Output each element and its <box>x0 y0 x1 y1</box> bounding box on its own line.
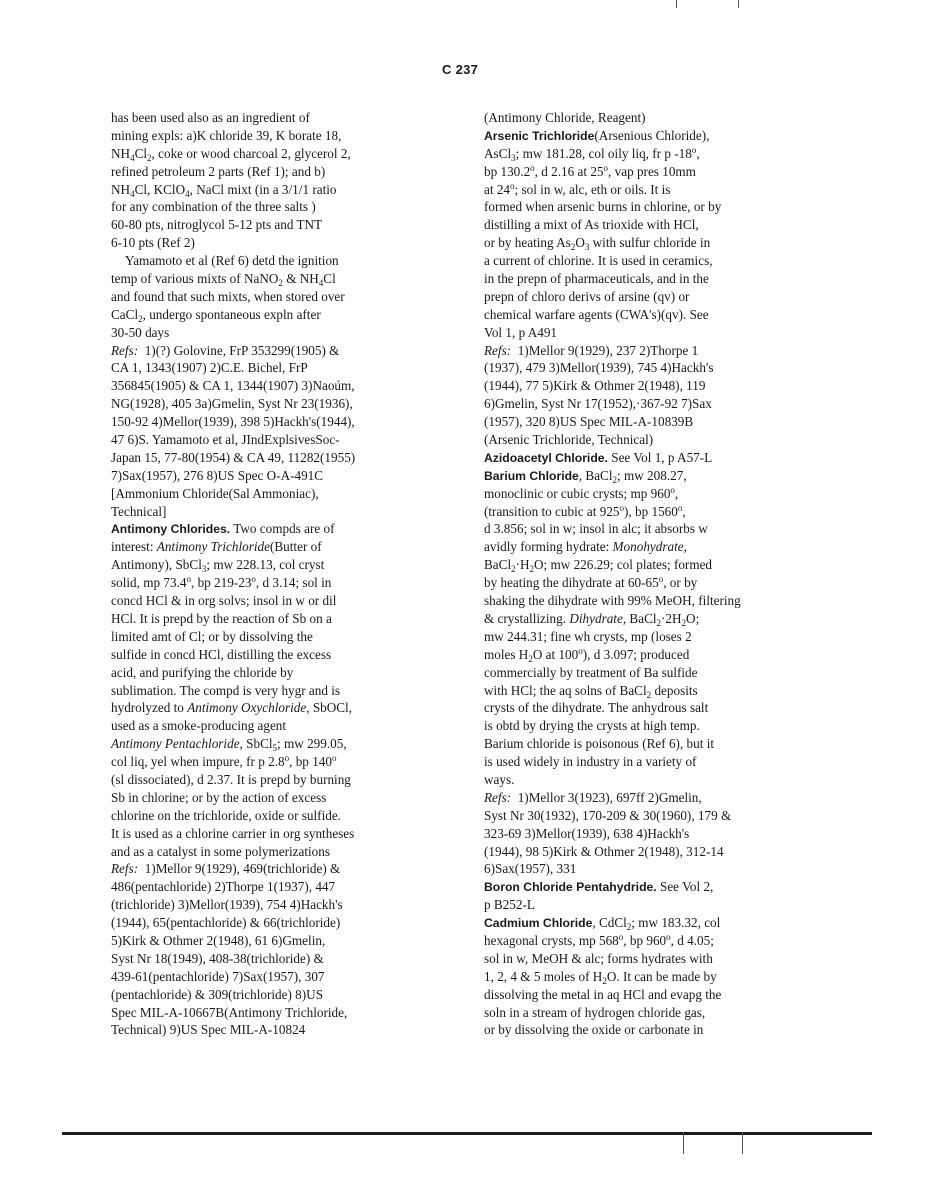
text-line: Cadmium Chloride, CdCl$_2$; mw 183.32, col <box>484 915 721 933</box>
text-line: (trichloride) 3)Mellor(1939), 754 4)Hackh's <box>111 897 343 913</box>
text-line: concd HCl & in org solvs; insol in w or dil <box>111 593 337 609</box>
text-line: prepn of chloro derivs of arsine (qv) or <box>484 288 690 304</box>
text-line <box>111 520 436 538</box>
footer-tick <box>742 1132 743 1154</box>
text-line: Technical) 9)US Spec MIL-A-10824 <box>111 1022 306 1038</box>
text-line: 60-80 pts, nitroglycol 5-12 pts and TNT <box>111 217 323 233</box>
entry-heading: Antimony Chlorides. <box>111 522 231 537</box>
text-line: (transition to cubic at 925$^o$), bp 1560$^o$, <box>484 502 686 519</box>
text-line: 323-69 3)Mellor(1939), 638 4)Hackh's <box>484 825 690 841</box>
text-line: acid, and purifying the chloride by <box>111 664 294 680</box>
text-line: soln in a stream of hydrogen chloride gas, <box>484 1004 706 1020</box>
entry-heading: Arsenic Trichloride <box>484 128 595 143</box>
text-line: 30-50 days <box>111 324 170 340</box>
text-line: Barium chloride is poisonous (Ref 6), but it <box>484 736 715 752</box>
text-line: p B252-L <box>484 897 535 913</box>
text-line: (1944), 98 5)Kirk & Othmer 2(1948), 312-14 <box>484 843 724 859</box>
entry-subterm: Monohydrate, <box>612 539 687 555</box>
text-line: ways. <box>484 771 515 787</box>
text-line: (pentachloride) & 309(trichloride) 8)US <box>111 986 324 1002</box>
refs-label: Refs: <box>111 342 139 358</box>
text-line: mw 244.31; fine wh crysts, mp (loses 2 <box>484 628 692 644</box>
page-number: C 237 <box>442 62 479 77</box>
refs-label: Refs: <box>484 789 512 805</box>
text-line: Antimony Pentachloride, SbCl$_5$; mw 299.05, <box>111 736 347 754</box>
entry-text: hexagonal crysts, mp 568 <box>484 932 619 948</box>
entry-text: Two compds are of <box>230 521 335 537</box>
text-line: 6)Sax(1957), 331 <box>484 861 577 877</box>
text-line: 5)Kirk & Othmer 2(1948), 61 6)Gmelin, <box>111 932 326 948</box>
text-line: AsCl$_3$; mw 181.28, col oily liq, fr p -18$^o$, <box>484 144 700 163</box>
text-line: 6)Gmelin, Syst Nr 17(1952),·367-92 7)Sax <box>484 396 712 412</box>
entry-text: avidly forming hydrate: <box>484 539 613 555</box>
entry-text: at 24 <box>484 181 511 197</box>
refs-label: Refs: <box>484 342 512 358</box>
text-line: 150-92 4)Mellor(1939), 398 5)Hackh's(1944), <box>111 414 355 430</box>
text-line: formed when arsenic burns in chlorine, or by <box>484 199 722 215</box>
text-line: (Antimony Chloride, Reagent) <box>484 110 646 125</box>
text-line: refined petroleum 2 parts (Ref 1); and b) <box>111 163 326 179</box>
entry-text: See Vol 1, p A57-L <box>607 449 713 465</box>
entry-text: bp 130.2 <box>484 163 531 179</box>
text-line: by heating the dihydrate at 60-65$^o$, or by <box>484 574 698 591</box>
text-line: (1957), 320 8)US Spec MIL-A-10839B <box>484 414 694 430</box>
text-line <box>484 127 809 145</box>
text-line: chlorine on the trichloride, oxide or sulfide. <box>111 807 341 823</box>
top-tick <box>676 0 677 8</box>
text-line <box>484 538 809 556</box>
entry-text: & crystallizing. <box>484 610 570 626</box>
text-line: sol in w, MeOH & alc; forms hydrates with <box>484 950 713 966</box>
text-line: It is used as a chlorine carrier in org syntheses <box>111 825 355 841</box>
text-line: chemical warfare agents (CWA's)(qv). See <box>484 306 709 322</box>
entry-text: interest: <box>111 539 157 555</box>
text-line: 6-10 pts (Ref 2) <box>111 235 195 251</box>
text-line: for any combination of the three salts ) <box>111 199 316 215</box>
text-line: bp 130.2$^o$, d 2.16 at 25$^o$, vap pres 10mm <box>484 162 696 179</box>
text-line: Sb in chlorine; or by the action of excess <box>111 789 327 805</box>
text-line: 1, 2, 4 & 5 moles of $H_2O$. It can be made by <box>484 968 717 986</box>
text-line: NG(1928), 405 3a)Gmelin, Syst Nr 23(1936), <box>111 396 353 412</box>
text-line: with HCl; the aq solns of BaCl$_2$ deposits <box>484 682 698 700</box>
text-line: Technical] <box>111 503 167 519</box>
text-line: moles $H_2O$ at 100$^o$), d 3.097; produced <box>484 645 690 664</box>
entry-subterm: Antimony Trichloride <box>156 539 270 555</box>
text-line: Vol 1, p A491 <box>484 324 558 340</box>
entry-text: (Arsenious Chloride), <box>594 127 710 143</box>
text-line <box>484 342 809 360</box>
text-line: d 3.856; sol in w; insol in alc; it absorbs w <box>484 521 708 537</box>
text-line: or by heating $As_2O_3$ with sulfur chloride in <box>484 235 711 253</box>
ref-text: 1)(?) Golovine, FrP 353299(1905) & <box>144 342 340 358</box>
text-line: Yamamoto et al (Ref 6) detd the ignition <box>125 253 339 269</box>
left-column <box>111 109 436 1039</box>
text-line: $NH_4Cl$, KClO$_4$, NaCl mixt (in a 3/1/1 ratio <box>111 181 337 199</box>
text-line: CA 1, 1343(1907) 2)C.E. Bichel, FrP <box>111 360 308 376</box>
entry-heading: Barium Chloride <box>484 468 579 483</box>
ref-text: 1)Mellor 9(1929), 237 2)Thorpe 1 <box>517 342 699 358</box>
text-line: is used widely in industry in a variety of <box>484 754 697 770</box>
text-line: a current of chlorine. It is used in ceramics, <box>484 253 713 269</box>
text-line: is obtd by drying the crysts at high temp. <box>484 718 700 734</box>
text-line: (1937), 479 3)Mellor(1939), 745 4)Hackh's <box>484 360 714 376</box>
text-line <box>111 538 436 556</box>
text-line: sulfide in concd HCl, distilling the excess <box>111 646 332 662</box>
text-line <box>484 789 809 807</box>
entry-heading: Azidoacetyl Chloride. <box>484 450 608 465</box>
top-tick <box>738 0 739 8</box>
entry-subterm: Dihydrate, <box>569 610 627 626</box>
entry-text: (Butter of <box>269 539 322 555</box>
text-line: 356845(1905) & CA 1, 1344(1907) 3)Naoúm, <box>111 378 355 394</box>
text-line <box>111 699 436 717</box>
text-line: Syst Nr 30(1932), 170-209 & 30(1960), 179 & <box>484 807 732 823</box>
text-line: $NH_4Cl_2$, coke or wood charcoal 2, glycerol 2, <box>111 145 351 163</box>
text-line: Japan 15, 77-80(1954) & CA 49, 11282(1955) <box>111 449 356 465</box>
entry-heading: Boron Chloride Pentahydride. <box>484 880 657 895</box>
text-line: sublimation. The compd is very hygr and is <box>111 682 341 698</box>
entry-heading: Cadmium Chloride <box>484 916 593 931</box>
text-line: in the prepn of pharmaceuticals, and in the <box>484 271 709 287</box>
text-line: 47 6)S. Yamamoto et al, JIndExplsivesSoc- <box>111 432 340 448</box>
text-line: CaCl$_2$, undergo spontaneous expln after <box>111 306 321 324</box>
entry-text: solid, mp 73.4 <box>111 575 187 591</box>
entry-subterm: Antimony Oxychloride <box>187 700 307 716</box>
text-line: at 24$^o$; sol in w, alc, eth or oils. It is <box>484 180 671 197</box>
text-line <box>484 449 809 467</box>
text-line: or by dissolving the oxide or carbonate in <box>484 1022 704 1038</box>
entry-text: See Vol 2, <box>656 879 714 895</box>
text-line: (1944), 65(pentachloride) & 66(trichloride) <box>111 915 341 931</box>
text-line: Antimony), SbCl$_3$; mw 228.13, col cryst <box>111 557 325 575</box>
entry-text: monoclinic or cubic crysts; mp 960 <box>484 485 671 501</box>
text-line: commercially by treatment of Ba sulfide <box>484 664 698 680</box>
text-line: HCl. It is prepd by the reaction of Sb on a <box>111 610 332 626</box>
text-line: Spec MIL-A-10667B(Antimony Trichloride, <box>111 1004 348 1020</box>
text-line: used as a smoke-producing agent <box>111 718 287 734</box>
text-line: dissolving the metal in aq HCl and evapg the <box>484 986 722 1002</box>
text-line: col liq, yel when impure, fr p 2.8$^o$, bp 140$^o$ <box>111 753 337 770</box>
text-line: temp of various mixts of NaNO$_2$ & $NH_4Cl$ <box>111 271 336 289</box>
text-line: and as a catalyst in some polymerizations <box>111 843 330 859</box>
footer-tick <box>683 1132 684 1154</box>
footer-rule <box>62 1132 872 1135</box>
text-line: 439-61(pentachloride) 7)Sax(1957), 307 <box>111 968 325 984</box>
text-line: distilling a mixt of As trioxide with HCl, <box>484 217 699 233</box>
text-line: mining expls: a)K chloride 39, K borate 18, <box>111 127 342 143</box>
entry-text: , SbOCl, <box>306 700 353 716</box>
text-line <box>484 878 809 896</box>
text-line <box>111 342 436 360</box>
text-line: [Ammonium Chloride(Sal Ammoniac), <box>111 485 319 501</box>
text-line: Syst Nr 18(1949), 408-38(trichloride) & <box>111 950 324 966</box>
right-column <box>484 109 809 1039</box>
text-line: 486(pentachloride) 2)Thorpe 1(1937), 447 <box>111 879 336 895</box>
entry-text: hydrolyzed to <box>111 700 188 716</box>
entry-subterm: Antimony Pentachloride <box>111 736 240 752</box>
text-line: 7)Sax(1957), 276 8)US Spec O-A-491C <box>111 467 324 483</box>
text-line: and found that such mixts, when stored over <box>111 288 345 304</box>
refs-label: Refs: <box>111 861 139 877</box>
text-line: (1944), 77 5)Kirk & Othmer 2(1948), 119 <box>484 378 706 394</box>
text-line: Barium Chloride, BaCl$_2$; mw 208.27, <box>484 467 687 485</box>
text-line: hexagonal crysts, mp 568$^o$, bp 960$^o$, d 4.05; <box>484 931 714 948</box>
text-line: & crystallizing. Dihydrate, $BaCl_2\cdot 2H_2O$; <box>484 610 700 628</box>
text-line: crysts of the dihydrate. The anhydrous salt <box>484 700 709 716</box>
text-line: solid, mp 73.4$^o$, bp 219-23$^o$, d 3.14; sol in <box>111 574 332 591</box>
entry-text: by heating the dihydrate at 60-65 <box>484 575 659 591</box>
ref-text: 1)Mellor 9(1929), 469(trichloride) & <box>144 861 341 877</box>
text-line: (Arsenic Trichloride, Technical) <box>484 432 654 448</box>
text-line: (sl dissociated), d 2.37. It is prepd by burning <box>111 771 351 787</box>
text-line: $BaCl_2\cdot H_2O$; mw 226.29; col plates; formed <box>484 557 713 575</box>
text-line <box>111 860 436 878</box>
text-line: shaking the dihydrate with 99% MeOH, filtering <box>484 593 741 609</box>
text-line: monoclinic or cubic crysts; mp 960$^o$, <box>484 484 679 501</box>
text-line: limited amt of Cl; or by dissolving the <box>111 628 313 644</box>
ref-text: 1)Mellor 3(1923), 697ff 2)Gmelin, <box>517 789 702 805</box>
text-line: has been used also as an ingredient of <box>111 110 310 125</box>
